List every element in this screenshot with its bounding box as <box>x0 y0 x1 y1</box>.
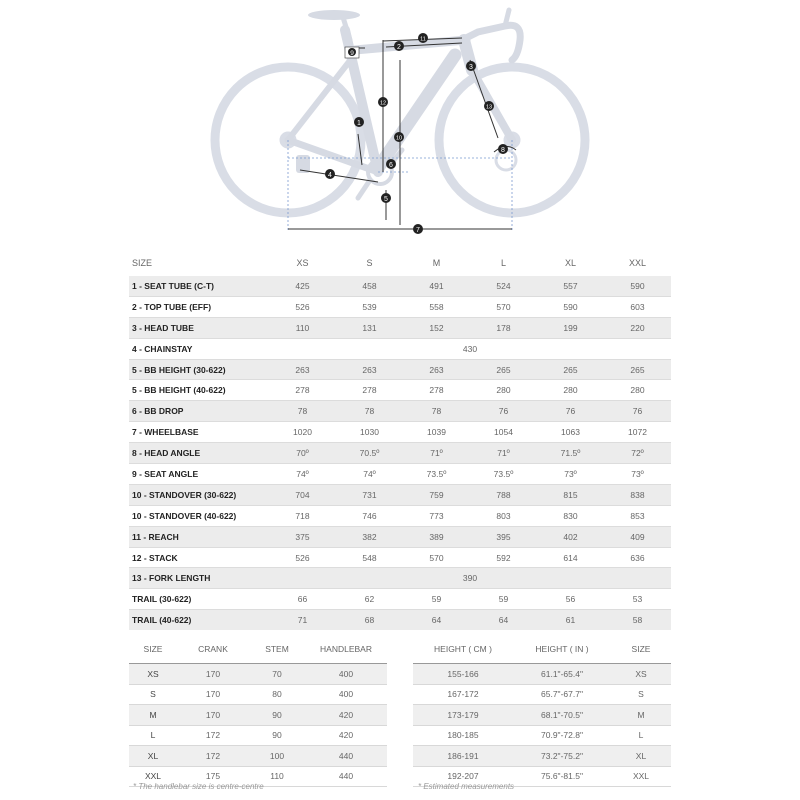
geometry-cell: 73.5º <box>403 464 470 485</box>
geometry-cell: 178 <box>470 317 537 338</box>
bike-geometry-diagram <box>0 0 800 245</box>
components-cell: 172 <box>177 746 249 767</box>
geometry-cell: 375 <box>269 526 336 547</box>
geometry-cell: 71.5º <box>537 443 604 464</box>
components-table <box>129 635 387 787</box>
geometry-cell: 788 <box>470 484 537 505</box>
geometry-row <box>129 443 671 464</box>
sizing-cell: 155-166 <box>413 664 513 685</box>
geometry-cell: 71º <box>403 443 470 464</box>
geometry-cell: 570 <box>470 296 537 317</box>
handlebar-note: * The handlebar size is centre-centre <box>133 782 264 791</box>
geometry-cell: 59 <box>403 589 470 610</box>
geometry-row-label: 8 - HEAD ANGLE <box>129 443 269 464</box>
geometry-cell: 590 <box>604 276 671 296</box>
sizing-cell: 180-185 <box>413 725 513 746</box>
geometry-row-label: 4 - CHAINSTAY <box>129 338 269 359</box>
svg-text:6: 6 <box>389 162 393 169</box>
geometry-cell: 548 <box>336 547 403 568</box>
geometry-cell: 558 <box>403 296 470 317</box>
sizing-size-cell: M <box>611 705 671 726</box>
components-cell: 172 <box>177 725 249 746</box>
components-size-cell: XL <box>129 746 177 767</box>
components-cell: 170 <box>177 664 249 685</box>
components-cell: 420 <box>305 705 387 726</box>
geometry-cell: 152 <box>403 317 470 338</box>
geometry-cell: 382 <box>336 526 403 547</box>
geometry-cell: 263 <box>336 359 403 380</box>
marker-5 <box>381 193 391 203</box>
geometry-cell: 278 <box>336 380 403 401</box>
header-s: S <box>336 250 403 276</box>
geometry-row <box>129 526 671 547</box>
geometry-row-label: 11 - REACH <box>129 526 269 547</box>
marker-7 <box>413 224 423 234</box>
geometry-cell: 1072 <box>604 422 671 443</box>
geometry-cell: 73º <box>537 464 604 485</box>
geometry-row-label: 5 - BB HEIGHT (30-622) <box>129 359 269 380</box>
geometry-cell: 389 <box>403 526 470 547</box>
geometry-cell: 71º <box>470 443 537 464</box>
geometry-row-label: 6 - BB DROP <box>129 401 269 422</box>
components-cell: 70 <box>249 664 305 685</box>
geometry-cell: 704 <box>269 484 336 505</box>
geometry-row <box>129 610 671 630</box>
geometry-cell: 70.5º <box>336 443 403 464</box>
sizing-size-cell: XXL <box>611 766 671 787</box>
sizing-row <box>413 664 671 685</box>
svg-text:8: 8 <box>501 147 505 154</box>
geometry-cell: 73º <box>604 464 671 485</box>
marker-9 <box>345 47 359 58</box>
geometry-cell: 280 <box>537 380 604 401</box>
marker-6 <box>386 159 396 169</box>
geometry-cell: 53 <box>604 589 671 610</box>
geometry-row <box>129 359 671 380</box>
header-size: SIZE <box>611 635 671 664</box>
sizing-cell: 70.9"-72.8" <box>513 725 611 746</box>
geometry-cell: 62 <box>336 589 403 610</box>
geometry-row <box>129 547 671 568</box>
sizing-cell: 75.6"-81.5" <box>513 766 611 787</box>
geometry-cell: 425 <box>269 276 336 296</box>
geometry-cell: 1039 <box>403 422 470 443</box>
svg-text:5: 5 <box>384 196 388 203</box>
geometry-cell: 853 <box>604 505 671 526</box>
geometry-row-label: 9 - SEAT ANGLE <box>129 464 269 485</box>
components-size-cell: XS <box>129 664 177 685</box>
geometry-cell: 592 <box>470 547 537 568</box>
sizing-table-body <box>413 664 671 787</box>
geometry-cell: 280 <box>604 380 671 401</box>
marker-1 <box>354 117 364 127</box>
geometry-cell: 59 <box>470 589 537 610</box>
geometry-row-label: 5 - BB HEIGHT (40-622) <box>129 380 269 401</box>
geometry-row <box>129 484 671 505</box>
geometry-cell: 64 <box>403 610 470 630</box>
estimated-note: * Estimated measurements <box>418 782 515 791</box>
sizing-row <box>413 725 671 746</box>
geometry-cell: 815 <box>537 484 604 505</box>
geometry-cell: 220 <box>604 317 671 338</box>
geometry-cell: 458 <box>336 276 403 296</box>
geometry-row-label: 1 - SEAT TUBE (C-T) <box>129 276 269 296</box>
svg-text:1: 1 <box>357 120 361 127</box>
geometry-row <box>129 317 671 338</box>
geometry-cell: 265 <box>604 359 671 380</box>
geometry-cell: 131 <box>336 317 403 338</box>
svg-text:9: 9 <box>350 50 354 57</box>
geometry-cell: 70º <box>269 443 336 464</box>
geometry-cell: 71 <box>269 610 336 630</box>
sizing-cell: 68.1"-70.5" <box>513 705 611 726</box>
header-size: SIZE <box>129 635 177 664</box>
sizing-cell: 186-191 <box>413 746 513 767</box>
geometry-cell: 74º <box>269 464 336 485</box>
marker-2 <box>394 41 404 51</box>
geometry-cell: 557 <box>537 276 604 296</box>
sizing-size-cell: L <box>611 725 671 746</box>
geometry-cell: 409 <box>604 526 671 547</box>
geometry-cell: 56 <box>537 589 604 610</box>
geometry-cell: 1030 <box>336 422 403 443</box>
geometry-cell: 1063 <box>537 422 604 443</box>
geometry-cell: 278 <box>269 380 336 401</box>
sizing-header-row <box>413 635 671 664</box>
geometry-row <box>129 422 671 443</box>
components-cell: 90 <box>249 725 305 746</box>
geometry-cell: 64 <box>470 610 537 630</box>
geometry-cell: 731 <box>336 484 403 505</box>
components-size-cell: XXL <box>129 766 177 787</box>
geometry-row-label: TRAIL (30-622) <box>129 589 269 610</box>
sizing-row <box>413 746 671 767</box>
components-size-cell: M <box>129 705 177 726</box>
svg-text:4: 4 <box>328 172 332 179</box>
geometry-cell: 78 <box>336 401 403 422</box>
geometry-row <box>129 296 671 317</box>
geometry-row <box>129 380 671 401</box>
geometry-cell: 718 <box>269 505 336 526</box>
header-m: M <box>403 250 470 276</box>
components-size-cell: L <box>129 725 177 746</box>
geometry-cell: 395 <box>470 526 537 547</box>
geometry-cell: 830 <box>537 505 604 526</box>
sizing-size-cell: XL <box>611 746 671 767</box>
header-crank: CRANK <box>177 635 249 664</box>
geometry-cell: 76 <box>537 401 604 422</box>
components-header-row <box>129 635 387 664</box>
geometry-cell: 78 <box>403 401 470 422</box>
geometry-cell: 58 <box>604 610 671 630</box>
marker-3 <box>466 61 476 71</box>
header-xl: XL <box>537 250 604 276</box>
geometry-cell: 66 <box>269 589 336 610</box>
geometry-cell: 773 <box>403 505 470 526</box>
components-row <box>129 684 387 705</box>
geometry-row-label: 13 - FORK LENGTH <box>129 568 269 589</box>
header-xs: XS <box>269 250 336 276</box>
header-height-cm: HEIGHT ( CM ) <box>413 635 513 664</box>
marker-10 <box>394 132 404 142</box>
header-size: SIZE <box>129 250 269 276</box>
header-stem: STEM <box>249 635 305 664</box>
geometry-cell: 73.5º <box>470 464 537 485</box>
geometry-cell: 76 <box>470 401 537 422</box>
marker-12 <box>378 97 388 107</box>
components-cell: 440 <box>305 766 387 787</box>
geometry-row-label: 3 - HEAD TUBE <box>129 317 269 338</box>
geometry-cell: 263 <box>403 359 470 380</box>
geometry-cell: 539 <box>336 296 403 317</box>
header-height-in: HEIGHT ( IN ) <box>513 635 611 664</box>
geometry-row <box>129 568 671 589</box>
components-row <box>129 664 387 685</box>
sizing-row <box>413 684 671 705</box>
components-row <box>129 746 387 767</box>
geometry-cell: 603 <box>604 296 671 317</box>
components-cell: 110 <box>249 766 305 787</box>
geometry-cell: 636 <box>604 547 671 568</box>
geometry-cell: 263 <box>269 359 336 380</box>
geometry-cell: 265 <box>470 359 537 380</box>
sizing-cell: 192-207 <box>413 766 513 787</box>
components-cell: 90 <box>249 705 305 726</box>
geometry-cell: 590 <box>537 296 604 317</box>
components-cell: 170 <box>177 684 249 705</box>
geometry-cell: 1054 <box>470 422 537 443</box>
geometry-cell: 746 <box>336 505 403 526</box>
geometry-row <box>129 338 671 359</box>
geometry-row <box>129 505 671 526</box>
geometry-cell: 280 <box>470 380 537 401</box>
geometry-cell: 265 <box>537 359 604 380</box>
components-row <box>129 705 387 726</box>
components-cell: 400 <box>305 684 387 705</box>
geometry-cell: 526 <box>269 296 336 317</box>
geometry-cell: 278 <box>403 380 470 401</box>
svg-text:10: 10 <box>395 135 403 142</box>
geometry-cell: 110 <box>269 317 336 338</box>
marker-4 <box>325 169 335 179</box>
geometry-cell: 524 <box>470 276 537 296</box>
marker-8 <box>498 144 508 154</box>
geometry-cell: 491 <box>403 276 470 296</box>
svg-text:3: 3 <box>469 64 473 71</box>
geometry-cell: 402 <box>537 526 604 547</box>
geometry-table <box>129 250 671 630</box>
geometry-cell: 759 <box>403 484 470 505</box>
geometry-header-row <box>129 250 671 276</box>
geometry-cell: 838 <box>604 484 671 505</box>
geometry-cell: 199 <box>537 317 604 338</box>
sizing-cell: 61.1"-65.4" <box>513 664 611 685</box>
sizing-size-cell: XS <box>611 664 671 685</box>
sizing-cell: 167-172 <box>413 684 513 705</box>
components-size-cell: S <box>129 684 177 705</box>
sizing-cell: 73.2"-75.2" <box>513 746 611 767</box>
geometry-cell: 614 <box>537 547 604 568</box>
components-row <box>129 725 387 746</box>
components-cell: 175 <box>177 766 249 787</box>
sizing-cell: 173-179 <box>413 705 513 726</box>
svg-text:12: 12 <box>379 100 387 107</box>
geometry-cell: 61 <box>537 610 604 630</box>
geometry-row <box>129 276 671 296</box>
geometry-row-label: 12 - STACK <box>129 547 269 568</box>
components-cell: 400 <box>305 664 387 685</box>
geometry-cell: 74º <box>336 464 403 485</box>
sizing-table <box>413 635 671 787</box>
header-l: L <box>470 250 537 276</box>
geometry-row-label: 10 - STANDOVER (30-622) <box>129 484 269 505</box>
geometry-cell: 78 <box>269 401 336 422</box>
components-cell: 80 <box>249 684 305 705</box>
geometry-cell-all-sizes: 390 <box>269 568 671 589</box>
geometry-cell-all-sizes: 430 <box>269 338 671 359</box>
marker-13 <box>484 101 494 111</box>
geometry-row-label: 2 - TOP TUBE (EFF) <box>129 296 269 317</box>
geometry-cell: 803 <box>470 505 537 526</box>
geometry-cell: 526 <box>269 547 336 568</box>
geometry-cell: 68 <box>336 610 403 630</box>
svg-text:11: 11 <box>420 36 426 43</box>
geometry-row <box>129 464 671 485</box>
geometry-row-label: 7 - WHEELBASE <box>129 422 269 443</box>
geometry-cell: 76 <box>604 401 671 422</box>
geometry-row-label: 10 - STANDOVER (40-622) <box>129 505 269 526</box>
components-table-body <box>129 664 387 787</box>
geometry-row <box>129 589 671 610</box>
sizing-row <box>413 705 671 726</box>
geometry-table-body <box>129 276 671 630</box>
svg-text:2: 2 <box>397 44 401 51</box>
components-cell: 170 <box>177 705 249 726</box>
header-handlebar: HANDLEBAR <box>305 635 387 664</box>
components-cell: 420 <box>305 725 387 746</box>
svg-text:7: 7 <box>416 227 420 234</box>
sizing-cell: 65.7"-67.7" <box>513 684 611 705</box>
geometry-cell: 1020 <box>269 422 336 443</box>
geometry-cell: 570 <box>403 547 470 568</box>
sizing-size-cell: S <box>611 684 671 705</box>
components-cell: 100 <box>249 746 305 767</box>
svg-text:13: 13 <box>485 104 493 111</box>
header-xxl: XXL <box>604 250 671 276</box>
components-cell: 440 <box>305 746 387 767</box>
geometry-cell: 72º <box>604 443 671 464</box>
geometry-row <box>129 401 671 422</box>
marker-11 <box>418 33 428 43</box>
geometry-row-label: TRAIL (40-622) <box>129 610 269 630</box>
